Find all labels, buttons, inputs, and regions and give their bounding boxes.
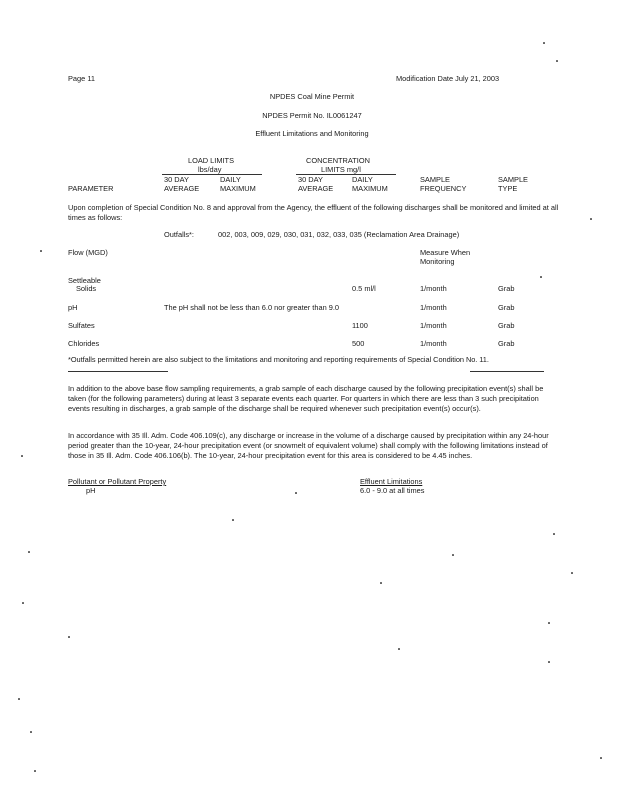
sample-frequency-heading-2: FREQUENCY [420,184,467,193]
effluent-limitations-heading: Effluent Limitations [360,477,423,486]
scan-speck [548,622,550,624]
row-flow-param: Flow (MGD) [68,248,108,257]
load-daily-heading-2: MAXIMUM [220,184,256,193]
modification-date: Modification Date July 21, 2003 [396,74,500,83]
row-ph-param: pH [68,303,78,312]
scan-speck [295,492,297,494]
regulation-paragraph: In accordance with 35 Ill. Adm. Code 406.109(c), any discharge or increase in the volume of a discharge caused by precipitation within any 24-hour period greater than the 10-year, 24-hour precipitation event (or snowmelt of equivalent volume) shall comply with the following limitations instead of those in 35 Ill. Adm. Code 406.106(b). The 10-year, 24-hour precipitation event for this area is considered to be 4.45 inches. [68,431,549,460]
row-chlorides-param: Chlorides [68,339,100,348]
pollutant-heading: Pollutant or Pollutant Property [68,477,167,486]
scan-speck [540,276,542,278]
row-flow-freq-2: Monitoring [420,257,455,266]
footnote-rule-right [470,371,544,372]
row-sulfates-freq: 1/month [420,321,447,330]
row-chlorides-freq: 1/month [420,339,447,348]
load-daily-heading: DAILY [220,175,241,184]
sample-type-heading-2: TYPE [498,184,518,193]
sample-frequency-heading: SAMPLE [420,175,450,184]
row-solids-daily: 0.5 ml/l [352,284,376,293]
conc-daily-heading: DAILY [352,175,373,184]
conc-daily-heading-2: MAXIMUM [352,184,388,193]
scan-speck [590,218,592,220]
scan-speck [571,572,573,574]
scan-speck [398,648,400,650]
conc-30day-heading: 30 DAY [298,175,323,184]
permit-title: NPDES Coal Mine Permit [269,92,355,101]
scan-speck [30,731,32,733]
permit-number: NPDES Permit No. IL0061247 [262,111,362,120]
intro-paragraph: Upon completion of Special Condition No. 8 and approval from the Agency, the effluent of the following discharges shall be monitored and limited at all times as follows: [68,203,559,222]
scan-speck [553,533,555,535]
scan-speck [21,455,23,457]
load-units: lbs/day [198,165,222,174]
scan-speck [40,250,42,252]
concentration-units: LIMITS mg/l [321,165,361,174]
row-chlorides-type: Grab [498,339,515,348]
row-solids-type: Grab [498,284,515,293]
row-sulfates-param: Sulfates [68,321,95,330]
effluent-limit-value: 6.0 - 9.0 at all times [360,486,425,495]
row-sulfates-type: Grab [498,321,515,330]
row-chlorides-daily: 500 [352,339,365,348]
scan-speck [22,602,24,604]
outfalls-value: 002, 003, 009, 029, 030, 031, 032, 033, 035 (Reclamation Area Drainage) [218,230,460,239]
sample-type-heading: SAMPLE [498,175,528,184]
scan-speck [232,519,234,521]
scan-speck [34,770,36,772]
row-flow-freq: Measure When [420,248,471,257]
parameter-heading: PARAMETER [68,184,114,193]
scan-speck [548,661,550,663]
section-title: Effluent Limitations and Monitoring [255,129,369,138]
pollutant-value: pH [86,486,96,495]
scan-speck [380,582,382,584]
scan-speck [68,636,70,638]
load-30day-heading-2: AVERAGE [164,184,200,193]
outfalls-label: Outfalls*: [164,230,194,239]
scan-speck [543,42,545,44]
load-limits-heading: LOAD LIMITS [188,156,234,165]
load-30day-heading: 30 DAY [164,175,189,184]
row-ph-freq: 1/month [420,303,447,312]
concentration-heading: CONCENTRATION [306,156,370,165]
scan-speck [600,757,602,759]
conc-30day-heading-2: AVERAGE [298,184,334,193]
scan-speck [28,551,30,553]
row-sulfates-daily: 1100 [352,321,368,330]
row-ph-note: The pH shall not be less than 6.0 nor greater than 9.0 [164,303,340,312]
row-ph-type: Grab [498,303,515,312]
page-number: Page 11 [68,74,95,83]
footnote-rule-left [68,371,168,372]
scan-speck [556,60,558,62]
outfalls-footnote: *Outfalls permitted herein are also subject to the limitations and monitoring and reporting requirements of Special Condition No. 11. [68,355,489,364]
precipitation-paragraph: In addition to the above base flow sampling requirements, a grab sample of each discharge caused by the following precipitation event(s) shall be taken (for the following parameters) during at least 3 separate events each quarter. For quarters in which there are less than 3 such precipitation events resulting in discharges, a grab sample of the discharge shall be required whenever such precipitation event(s) occur(s). [68,384,544,413]
row-solids-param-2: Solids [76,284,97,293]
scan-speck [452,554,454,556]
row-solids-param: Settleable [68,276,101,285]
scan-speck [18,698,20,700]
row-solids-freq: 1/month [420,284,447,293]
